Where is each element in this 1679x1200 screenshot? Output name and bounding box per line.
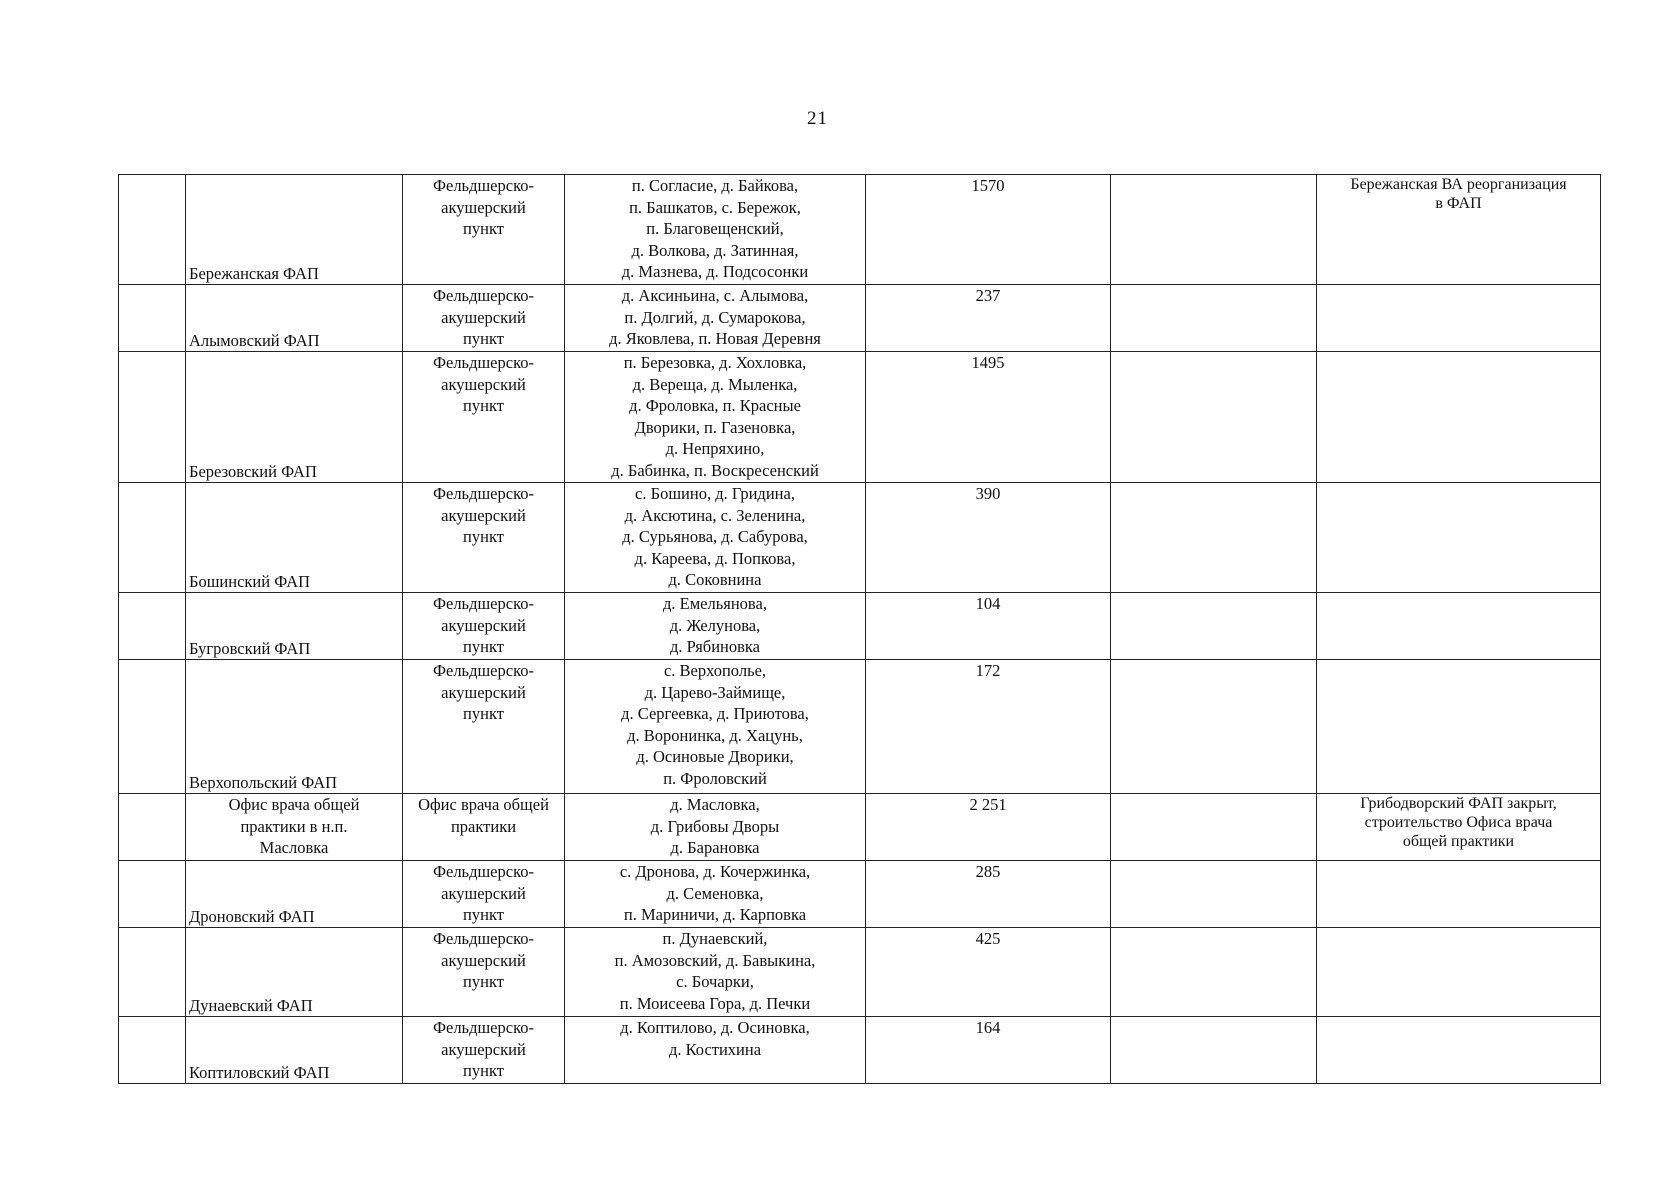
table-row: [119, 352, 1601, 483]
empty-cell: [1111, 285, 1317, 352]
row-number-cell: [119, 175, 186, 285]
facility-type-cell: Фельдшерско- акушерский пункт: [403, 1017, 565, 1084]
note-cell: Грибодворский ФАП закрыт, строительство Офиса врача общей практики: [1317, 794, 1601, 861]
facility-type-cell: Фельдшерско- акушерский пункт: [403, 928, 565, 1017]
facility-name-cell: Дроновский ФАП: [186, 861, 403, 928]
facility-type-cell: Фельдшерско- акушерский пункт: [403, 175, 565, 285]
facility-name-cell: Дунаевский ФАП: [186, 928, 403, 1017]
row-number-cell: [119, 660, 186, 794]
service-area-cell: п. Согласие, д. Байкова, п. Башкатов, с. Бережок, п. Благовещенский, д. Волкова, д. Затинная, д. Мазнева, д. Подсосонки: [565, 175, 866, 285]
page-number: 21: [807, 108, 828, 129]
row-number-cell: [119, 794, 186, 861]
note-cell: [1317, 1017, 1601, 1084]
empty-cell: [1111, 861, 1317, 928]
facility-type-cell: Фельдшерско- акушерский пункт: [403, 861, 565, 928]
table-row: [119, 593, 1601, 660]
note-cell: [1317, 861, 1601, 928]
facility-type-cell: Офис врача общей практики: [403, 794, 565, 861]
population-cell: 164: [866, 1017, 1111, 1084]
facility-name-cell: Коптиловский ФАП: [186, 1017, 403, 1084]
table-row: [119, 794, 1601, 861]
empty-cell: [1111, 1017, 1317, 1084]
note-cell: [1317, 285, 1601, 352]
facility-name-cell: Алымовский ФАП: [186, 285, 403, 352]
note-cell: [1317, 593, 1601, 660]
population-cell: 2 251: [866, 794, 1111, 861]
row-number-cell: [119, 483, 186, 593]
note-cell: [1317, 928, 1601, 1017]
table-row: [119, 928, 1601, 1017]
service-area-cell: д. Аксиньина, с. Алымова, п. Долгий, д. Сумарокова, д. Яковлева, п. Новая Деревня: [565, 285, 866, 352]
row-number-cell: [119, 861, 186, 928]
empty-cell: [1111, 352, 1317, 483]
population-cell: 390: [866, 483, 1111, 593]
empty-cell: [1111, 483, 1317, 593]
facility-type-cell: Фельдшерско- акушерский пункт: [403, 352, 565, 483]
service-area-cell: п. Березовка, д. Хохловка, д. Вереща, д. Мыленка, д. Фроловка, п. Красные Дворики, п. Газеновка, д. Непряхино, д. Бабинка, п. Воскресенский: [565, 352, 866, 483]
note-cell: [1317, 660, 1601, 794]
population-cell: 425: [866, 928, 1111, 1017]
empty-cell: [1111, 175, 1317, 285]
note-cell: [1317, 483, 1601, 593]
service-area-cell: с. Дронова, д. Кочержинка, д. Семеновка, п. Мариничи, д. Карповка: [565, 861, 866, 928]
row-number-cell: [119, 593, 186, 660]
facility-type-cell: Фельдшерско- акушерский пункт: [403, 593, 565, 660]
table-row: [119, 660, 1601, 794]
facility-name-cell: Бережанская ФАП: [186, 175, 403, 285]
row-number-cell: [119, 928, 186, 1017]
empty-cell: [1111, 660, 1317, 794]
population-cell: 1495: [866, 352, 1111, 483]
facility-table: [118, 174, 1601, 1084]
facility-name-cell: Бошинский ФАП: [186, 483, 403, 593]
row-number-cell: [119, 1017, 186, 1084]
facility-type-cell: Фельдшерско- акушерский пункт: [403, 660, 565, 794]
table-row: [119, 285, 1601, 352]
facility-name-cell: Офис врача общей практики в н.п. Масловка: [186, 794, 403, 861]
facility-type-cell: Фельдшерско- акушерский пункт: [403, 285, 565, 352]
empty-cell: [1111, 928, 1317, 1017]
population-cell: 172: [866, 660, 1111, 794]
empty-cell: [1111, 593, 1317, 660]
service-area-cell: д. Коптилово, д. Осиновка, д. Костихина: [565, 1017, 866, 1084]
row-number-cell: [119, 285, 186, 352]
row-number-cell: [119, 352, 186, 483]
note-cell: [1317, 352, 1601, 483]
table-row: [119, 1017, 1601, 1084]
table-row: [119, 175, 1601, 285]
service-area-cell: п. Дунаевский, п. Амозовский, д. Бавыкина, с. Бочарки, п. Моисеева Гора, д. Печки: [565, 928, 866, 1017]
service-area-cell: д. Емельянова, д. Желунова, д. Рябиновка: [565, 593, 866, 660]
service-area-cell: с. Верхополье, д. Царево-Займище, д. Сергеевка, д. Приютова, д. Воронинка, д. Хацунь, д. Осиновые Дворики, п. Фроловский: [565, 660, 866, 794]
note-cell: Бережанская ВА реорганизация в ФАП: [1317, 175, 1601, 285]
facility-name-cell: Бугровский ФАП: [186, 593, 403, 660]
table-row: [119, 483, 1601, 593]
facility-name-cell: Березовский ФАП: [186, 352, 403, 483]
population-cell: 285: [866, 861, 1111, 928]
population-cell: 104: [866, 593, 1111, 660]
service-area-cell: с. Бошино, д. Гридина, д. Аксютина, с. Зеленина, д. Сурьянова, д. Сабурова, д. Кареева, д. Попкова, д. Соковнина: [565, 483, 866, 593]
service-area-cell: д. Масловка, д. Грибовы Дворы д. Барановка: [565, 794, 866, 861]
empty-cell: [1111, 794, 1317, 861]
facility-name-cell: Верхопольский ФАП: [186, 660, 403, 794]
table-row: [119, 861, 1601, 928]
population-cell: 1570: [866, 175, 1111, 285]
population-cell: 237: [866, 285, 1111, 352]
facility-type-cell: Фельдшерско- акушерский пункт: [403, 483, 565, 593]
